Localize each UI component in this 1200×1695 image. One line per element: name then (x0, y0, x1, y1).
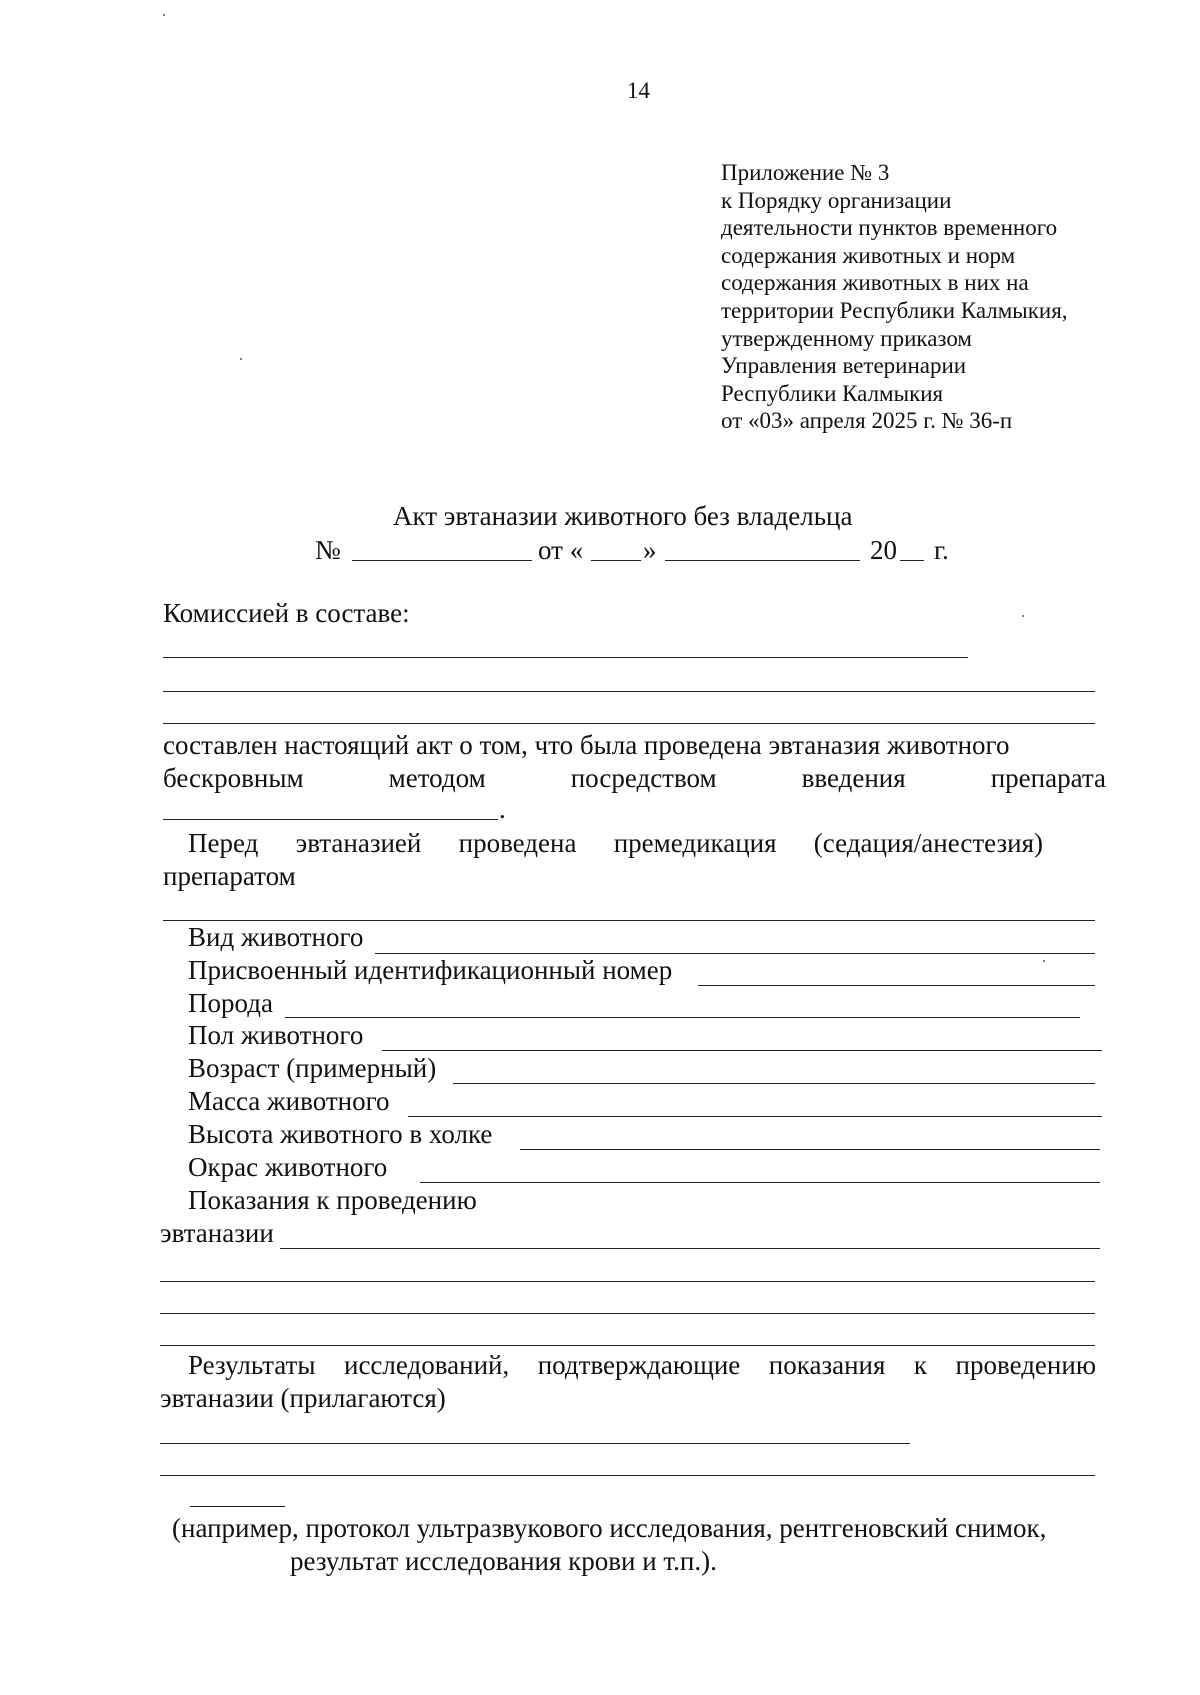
scan-speck (1043, 960, 1045, 962)
act-number-field[interactable] (352, 560, 532, 561)
commission-member-field[interactable] (163, 691, 1095, 692)
premed-word: Перед (188, 828, 259, 858)
appendix-line: от «03» апреля 2025 г. № 36-п (721, 408, 1013, 434)
results-line (188, 1350, 1096, 1380)
indications-field[interactable] (280, 1248, 1100, 1249)
statement-justified-line (163, 763, 1106, 793)
indications-label: Показания к проведению (188, 1185, 477, 1215)
document-title: Акт эвтаназии животного без владельца (393, 501, 853, 531)
date-close-quote: » (643, 535, 657, 565)
results-word: проведению (955, 1350, 1096, 1380)
statement-word: методом (388, 763, 486, 793)
date-day-field[interactable] (591, 560, 641, 561)
results-word: исследований, (344, 1350, 510, 1380)
results-attached-label: эвтаназии (прилагаются) (160, 1383, 446, 1413)
statement-period: . (499, 794, 506, 824)
commission-label: Комиссией в составе: (163, 598, 410, 628)
scan-speck (163, 14, 165, 16)
results-field[interactable] (160, 1443, 910, 1444)
premed-word: эвтаназией (295, 828, 422, 858)
statement-word: препарата (990, 763, 1106, 793)
age-field[interactable] (453, 1083, 1095, 1084)
number-sign: № (315, 535, 341, 565)
footnote-separator (190, 1506, 285, 1507)
breed-field[interactable] (285, 1017, 1080, 1018)
statement-word: введения (801, 763, 906, 793)
appendix-line: деятельности пунктов временного (721, 215, 1058, 241)
date-month-field[interactable] (665, 560, 860, 561)
results-field[interactable] (160, 1475, 1095, 1476)
results-word: Результаты (188, 1350, 316, 1380)
premed-drug-label: препаратом (163, 861, 296, 891)
age-label: Возраст (примерный) (188, 1053, 437, 1083)
breed-label: Порода (188, 988, 273, 1018)
indications-field[interactable] (160, 1345, 1095, 1346)
commission-member-field[interactable] (163, 657, 968, 658)
appendix-line: Республики Калмыкия (721, 380, 944, 406)
mass-label: Масса животного (188, 1086, 390, 1116)
appendix-line: Приложение № 3 (721, 160, 890, 185)
footnote-line: (например, протокол ультразвукового исследования, рентгеновский снимок, (172, 1513, 1047, 1543)
appendix-line: содержания животных и норм (721, 242, 1016, 268)
results-word: подтверждающие (537, 1350, 741, 1380)
id-number-label: Присвоенный идентификационный номер (188, 955, 673, 985)
appendix-reference (721, 159, 1068, 435)
height-field[interactable] (520, 1149, 1100, 1150)
results-word: к (913, 1350, 928, 1380)
premed-word: проведена (458, 828, 577, 858)
date-year-field[interactable] (900, 560, 924, 561)
color-label: Окрас животного (188, 1152, 388, 1182)
id-number-field[interactable] (698, 985, 1095, 986)
commission-member-field[interactable] (163, 723, 1095, 724)
results-word: показания (768, 1350, 886, 1380)
premedication-line (188, 828, 1043, 858)
year-prefix: 20 (870, 535, 897, 565)
appendix-line: утвержденному приказом (721, 325, 972, 351)
page-number: 14 (627, 78, 650, 103)
scan-speck (1022, 615, 1024, 617)
appendix-line: к Порядку организации (721, 187, 952, 213)
year-suffix: г. (934, 535, 949, 565)
statement-word: бескровным (163, 763, 304, 793)
appendix-line: Управления ветеринарии (721, 353, 967, 379)
statement-word: посредством (570, 763, 717, 793)
appendix-line: территории Республики Калмыкия, (721, 297, 1068, 323)
species-label: Вид животного (188, 922, 364, 952)
sex-label: Пол животного (188, 1020, 364, 1050)
date-from-label: от « (538, 535, 584, 565)
premed-word: (седация/анестезия) (813, 828, 1043, 858)
color-field[interactable] (420, 1182, 1100, 1183)
mass-field[interactable] (408, 1116, 1102, 1117)
species-field[interactable] (375, 953, 1095, 954)
indications-field[interactable] (160, 1313, 1095, 1314)
premed-drug-field[interactable] (163, 920, 1095, 921)
premed-word: премедикация (613, 828, 777, 858)
statement-text: составлен настоящий акт о том, что была проведена эвтаназия животного (163, 730, 1010, 760)
indications-field[interactable] (160, 1281, 1095, 1282)
sex-field[interactable] (382, 1050, 1102, 1051)
indications-label-cont: эвтаназии (160, 1218, 274, 1248)
drug-name-field[interactable] (163, 819, 498, 820)
statement-line (163, 730, 1106, 760)
footnote-line: результат исследования крови и т.п.). (290, 1546, 717, 1576)
scan-speck (240, 358, 242, 360)
height-label: Высота животного в холке (188, 1119, 493, 1149)
appendix-line: содержания животных в них на (721, 270, 1029, 296)
